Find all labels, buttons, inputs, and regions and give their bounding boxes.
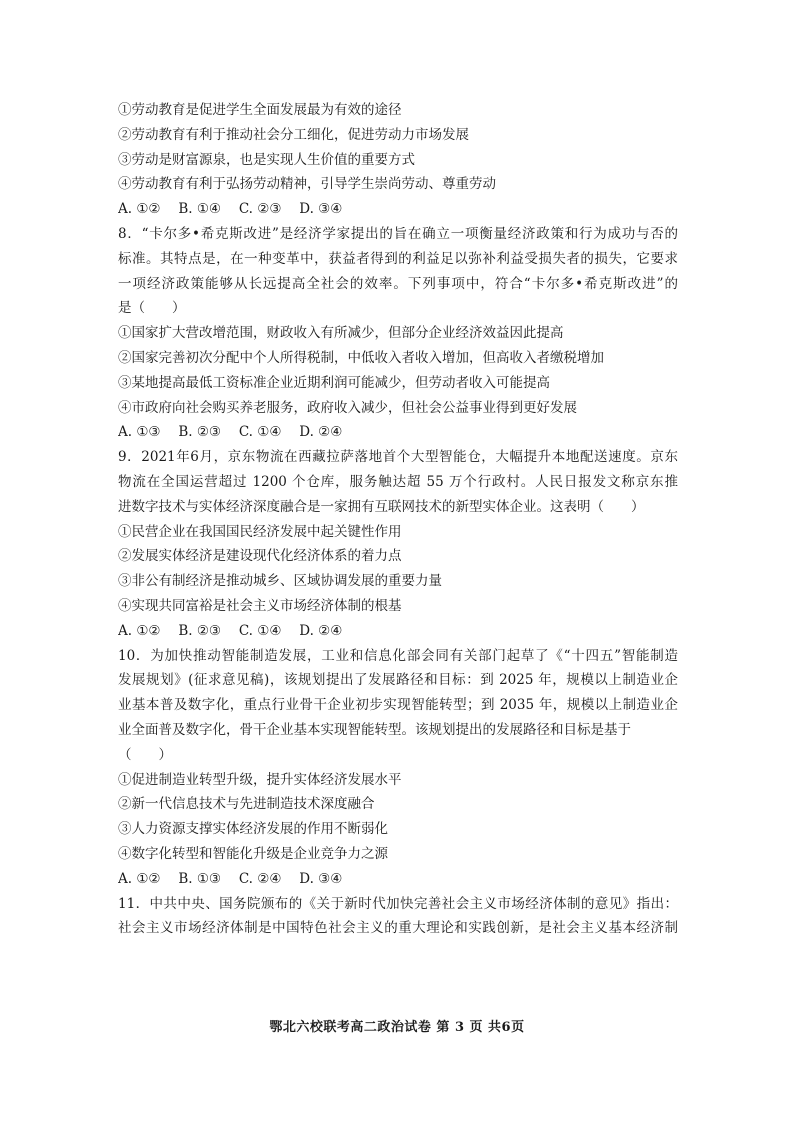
q8-option-2: ②国家完善初次分配中个人所得税制，中低收入者收入增加，但高收入者缴税增加 — [118, 349, 604, 366]
q8-stem-line-4: 是（ ） — [118, 300, 186, 317]
q8-option-4: ④市政府向社会购买养老服务，政府收入减少，但社会公益事业得到更好发展 — [118, 399, 577, 416]
q10-stem-line-4: 业全面普及数字化，骨干企业基本实现智能转型。该规划提出的发展路径和目标是基于 — [118, 721, 631, 738]
q7-option-1: ①劳动教育是促进学生全面发展最为有效的途径 — [118, 102, 402, 118]
q9-option-2: ②发展实体经济是建设现代化经济体系的着力点 — [118, 548, 402, 565]
q9-option-3: ③非公有制经济是推动城乡、区域协调发展的重要力量 — [118, 573, 442, 590]
q10-stem-line-1: 10．为加快推动智能制造发展，工业和信息化部会同有关部门起草了《“十四五”智能制造 — [118, 647, 678, 664]
q11-stem-line-1: 11．中共中央、国务院颁布的《关于新时代加快完善社会主义市场经济体制的意见》指出： — [118, 895, 678, 912]
q8-stem-line-3: 一项经济政策能够从长远提高全社会的效率。下列事项中，符合“卡尔多•希克斯改进”的 — [118, 275, 678, 292]
q10-stem-line-3: 业基本普及数字化，重点行业骨干企业初步实现智能转型；到 2035 年，规模以上制造业企 — [118, 697, 678, 714]
q9-option-1: ①民营企业在我国国民经济发展中起关键性作用 — [118, 523, 402, 540]
q11-stem-line-2: 社会主义市场经济体制是中国特色社会主义的重大理论和实践创新，是社会主义基本经济制 — [118, 920, 678, 937]
page-footer: 鄂北六校联考高二政治试卷 第 3 页 共6页 — [269, 1020, 525, 1035]
exam-content — [118, 98, 678, 941]
q7-option-3: ③劳动是财富源泉，也是实现人生价值的重要方式 — [118, 151, 415, 168]
q9-stem-line-1: 9．2021年6月，京东物流在西藏拉萨落地首个大型智能仓，大幅提升本地配送速度。京东 — [118, 449, 678, 466]
q10-option-3: ③人力资源支撑实体经济发展的作用不断弱化 — [118, 821, 388, 838]
q8-option-3: ③某地提高最低工资标准企业近期利润可能减少，但劳动者收入可能提高 — [118, 374, 550, 391]
q7-option-4: ④劳动教育有利于弘扬劳动精神，引导学生崇尚劳动、尊重劳动 — [118, 176, 496, 193]
q7-choices: A. ①② B. ①④ C. ②③ D. ③④ — [118, 201, 343, 218]
q10-stem-line-5: （ ） — [118, 746, 172, 763]
q9-choices: A. ①② B. ②③ C. ①④ D. ②④ — [118, 622, 343, 639]
q8-choices: A. ①③ B. ②③ C. ①④ D. ②④ — [118, 424, 343, 441]
q9-stem-line-2: 物流在全国运营超过 1200 个仓库，服务触达超 55 万个行政村。人民日报发文称京东推 — [118, 473, 678, 490]
q9-stem-line-3: 进数字技术与实体经济深度融合是一家拥有互联网技术的新型实体企业。这表明（ ） — [118, 498, 645, 515]
q10-option-2: ②新一代信息技术与先进制造技术深度融合 — [118, 796, 375, 813]
q8-stem-line-2: 标准。其特点是，在一种变革中，获益者得到的利益足以弥补利益受损失者的损失，它要求 — [118, 250, 678, 267]
q9-option-4: ④实现共同富裕是社会主义市场经济体制的根基 — [118, 597, 402, 614]
q8-stem-line-1: 8．“卡尔多•希克斯改进”是经济学家提出的旨在确立一项衡量经济政策和行为成功与否的 — [118, 225, 678, 242]
q8-option-1: ①国家扩大营改增范围，财政收入有所减少，但部分企业经济效益因此提高 — [118, 325, 564, 342]
q10-stem-line-2: 发展规划》(征求意见稿)，该规划提出了发展路径和目标：到 2025 年，规模以上制造业企 — [118, 672, 678, 689]
q7-option-2: ②劳动教育有利于推动社会分工细化，促进劳动力市场发展 — [118, 126, 469, 143]
q10-option-1: ①促进制造业转型升级，提升实体经济发展水平 — [118, 771, 402, 788]
q10-choices: A. ①② B. ①③ C. ②④ D. ③④ — [118, 870, 343, 887]
q10-option-4: ④数字化转型和智能化升级是企业竞争力之源 — [118, 845, 388, 862]
